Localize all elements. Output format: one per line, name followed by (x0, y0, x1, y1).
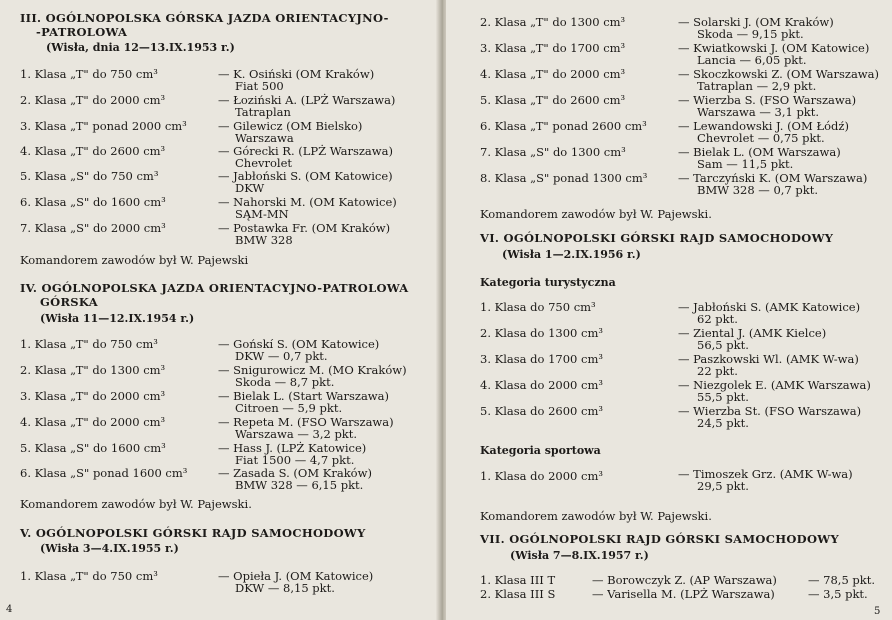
result-class: 3. Klasa „T" do 1700 cm³ (480, 41, 626, 55)
result-winner: — Repeta M. (FSO Warszawa) (218, 415, 394, 429)
result-class: 1. Klasa III T (480, 573, 556, 587)
result-detail: Tatraplan (235, 105, 291, 119)
result-detail: BMW 328 — 6,15 pkt. (235, 478, 364, 492)
result-winner: — Gońskí S. (OM Katowice) (218, 337, 380, 351)
result-class: 3. Klasa do 1700 cm³ (480, 352, 603, 366)
result-detail: BMW 328 (235, 233, 293, 247)
result-detail: 62 pkt. (697, 312, 738, 326)
result-winner: — Solarski J. (OM Kraków) (678, 15, 834, 29)
result-detail: 22 pkt. (697, 364, 738, 378)
result-winner: — Postawka Fr. (OM Kraków) (218, 221, 391, 235)
result-winner: — K. Osiński (OM Kraków) (218, 67, 375, 81)
result-detail: SĄM-MN (235, 207, 289, 221)
result-winner: — Borowczyk Z. (AP Warszawa) (592, 573, 777, 587)
result-class: 5. Klasa „S" do 750 cm³ (20, 169, 159, 183)
result-winner: — Varisella M. (LPŻ Warszawa) (592, 587, 775, 601)
result-class: 1. Klasa do 2000 cm³ (480, 469, 603, 483)
result-detail: Fiat 500 (235, 79, 284, 93)
result-winner: — Snigurowicz M. (MO Kraków) (218, 363, 407, 377)
result-winner: — Paszkowski Wl. (AMK W-wa) (678, 352, 859, 366)
result-winner: — Jabłoński S. (AMK Katowice) (678, 300, 861, 314)
result-winner: — Zasada S. (OM Kraków) (218, 466, 372, 480)
section-6-subtitle: (Wisła 1—2.IX.1956 r.) (502, 248, 641, 261)
result-class: 2. Klasa „T" do 2000 cm³ (20, 93, 166, 107)
result-detail: Warszawa (235, 131, 294, 145)
result-detail: DKW — 8,15 pkt. (235, 581, 335, 595)
result-points: — 78,5 pkt. (808, 573, 876, 587)
result-detail: 24,5 pkt. (697, 416, 749, 430)
right-page (446, 0, 892, 620)
result-class: 6. Klasa „S" do 1600 cm³ (20, 195, 166, 209)
result-winner: — Gilewicz (OM Bielsko) (218, 119, 363, 133)
left-page (0, 0, 440, 620)
result-winner: — Górecki R. (LPŻ Warszawa) (218, 144, 393, 158)
result-winner: — Wierzba S. (FSO Warszawa) (678, 93, 857, 107)
result-winner: — Kwiatkowski J. (OM Katowice) (678, 41, 870, 55)
result-class: 1. Klasa „T" do 750 cm³ (20, 337, 158, 351)
result-detail: 55,5 pkt. (697, 390, 749, 404)
result-detail: Warszawa — 3,1 pkt. (697, 105, 820, 119)
result-detail: Warszawa — 3,2 pkt. (235, 427, 358, 441)
result-class: 7. Klasa „S" do 1300 cm³ (480, 145, 626, 159)
result-detail: 56,5 pkt. (697, 338, 749, 352)
result-detail: DKW — 0,7 pkt. (235, 349, 328, 363)
section-3-title-cont: -PATROLOWA (36, 25, 128, 39)
section-3-subtitle: (Wisła, dnia 12—13.IX.1953 r.) (46, 41, 235, 54)
result-winner: — Niezgolek E. (AMK Warszawa) (678, 378, 871, 392)
result-detail: Skoda — 8,7 pkt. (235, 375, 335, 389)
result-class: 4. Klasa do 2000 cm³ (480, 378, 603, 392)
result-points: — 3,5 pkt. (808, 587, 868, 601)
result-winner: — Wierzba St. (FSO Warszawa) (678, 404, 862, 418)
result-winner: — Bielak L. (Start Warszawa) (218, 389, 389, 403)
section-4-title-cont: GÓRSKA (40, 295, 98, 309)
result-winner: — Skoczkowski Z. (OM Warszawa) (678, 67, 879, 81)
result-winner: — Łoziński A. (LPŻ Warszawa) (218, 93, 396, 107)
result-detail: Chevrolet (235, 156, 293, 170)
result-winner: — Ziental J. (AMK Kielce) (678, 326, 827, 340)
result-winner: — Timoszek Grz. (AMK W-wa) (678, 467, 853, 481)
section-3-title: III. OGÓLNOPOLSKA GÓRSKA JAZDA ORIENTACYJNO- (20, 11, 389, 25)
result-class: 2. Klasa „T" do 1300 cm³ (20, 363, 166, 377)
result-class: 6. Klasa „S" ponad 1600 cm³ (20, 466, 188, 480)
result-detail: Fiat 1500 — 4,7 pkt. (235, 453, 355, 467)
result-class: 8. Klasa „S" ponad 1300 cm³ (480, 171, 648, 185)
page-number: 5 (874, 606, 881, 617)
result-class: 2. Klasa „T" do 1300 cm³ (480, 15, 626, 29)
result-detail: Chevrolet — 0,75 pkt. (697, 131, 825, 145)
result-winner: — Bielak L. (OM Warszawa) (678, 145, 841, 159)
commander-note: Komandorem zawodów był W. Pajewski. (20, 497, 252, 511)
section-7-subtitle: (Wisła 7—8.IX.1957 r.) (510, 549, 649, 562)
result-class: 5. Klasa do 2600 cm³ (480, 404, 603, 418)
result-detail: Sam — 11,5 pkt. (697, 157, 794, 171)
page-number: 4 (6, 604, 13, 615)
result-class: 5. Klasa „T" do 2600 cm³ (480, 93, 626, 107)
result-detail: DKW (235, 181, 265, 195)
result-class: 6. Klasa „T" ponad 2600 cm³ (480, 119, 647, 133)
category-heading: Kategoria sportowa (480, 444, 601, 457)
result-class: 4. Klasa „T" do 2600 cm³ (20, 144, 166, 158)
result-winner: — Hass J. (LPŻ Katowice) (218, 441, 367, 455)
result-winner: — Nahorski M. (OM Katowice) (218, 195, 397, 209)
section-7-title: VII. OGÓLNOPOLSKI RAJD GÓRSKI SAMOCHODOWY (480, 532, 839, 546)
result-class: 1. Klasa „T" do 750 cm³ (20, 569, 158, 583)
section-4-title: IV. OGÓLNOPOLSKA JAZDA ORIENTACYJNO-PATROLOWA (20, 281, 409, 295)
commander-note: Komandorem zawodów był W. Pajewski (20, 253, 249, 267)
section-5-title: V. OGÓLNOPOLSKI GÓRSKI RAJD SAMOCHODOWY (20, 526, 366, 540)
result-winner: — Opieła J. (OM Katowice) (218, 569, 374, 583)
result-class: 4. Klasa „T" do 2000 cm³ (20, 415, 166, 429)
result-class: 3. Klasa „T" do 2000 cm³ (20, 389, 166, 403)
result-detail: Skoda — 9,15 pkt. (697, 27, 804, 41)
result-class: 1. Klasa „T" do 750 cm³ (20, 67, 158, 81)
commander-note: Komandorem zawodów był W. Pajewski. (480, 207, 712, 221)
category-heading: Kategoria turystyczna (480, 276, 616, 289)
result-class: 7. Klasa „S" do 2000 cm³ (20, 221, 166, 235)
result-detail: Citroen — 5,9 pkt. (235, 401, 343, 415)
result-class: 1. Klasa do 750 cm³ (480, 300, 596, 314)
section-4-subtitle: (Wisła 11—12.IX.1954 r.) (40, 312, 195, 325)
result-class: 5. Klasa „S" do 1600 cm³ (20, 441, 166, 455)
section-6-title: VI. OGÓLNOPOLSKI GÓRSKI RAJD SAMOCHODOWY (480, 231, 834, 245)
result-detail: 29,5 pkt. (697, 479, 749, 493)
result-winner: — Tarczyński K. (OM Warszawa) (678, 171, 868, 185)
result-class: 2. Klasa do 1300 cm³ (480, 326, 603, 340)
result-class: 4. Klasa „T" do 2000 cm³ (480, 67, 626, 81)
result-winner: — Lewandowski J. (OM Łódź) (678, 119, 849, 133)
result-winner: — Jabłoński S. (OM Katowice) (218, 169, 393, 183)
result-detail: Tatraplan — 2,9 pkt. (697, 79, 817, 93)
result-detail: Lancia — 6,05 pkt. (697, 53, 807, 67)
section-5-subtitle: (Wisła 3—4.IX.1955 r.) (40, 542, 179, 555)
commander-note: Komandorem zawodów był W. Pajewski. (480, 509, 712, 523)
result-detail: BMW 328 — 0,7 pkt. (697, 183, 819, 197)
result-class: 3. Klasa „T" ponad 2000 cm³ (20, 119, 187, 133)
result-class: 2. Klasa III S (480, 587, 556, 601)
